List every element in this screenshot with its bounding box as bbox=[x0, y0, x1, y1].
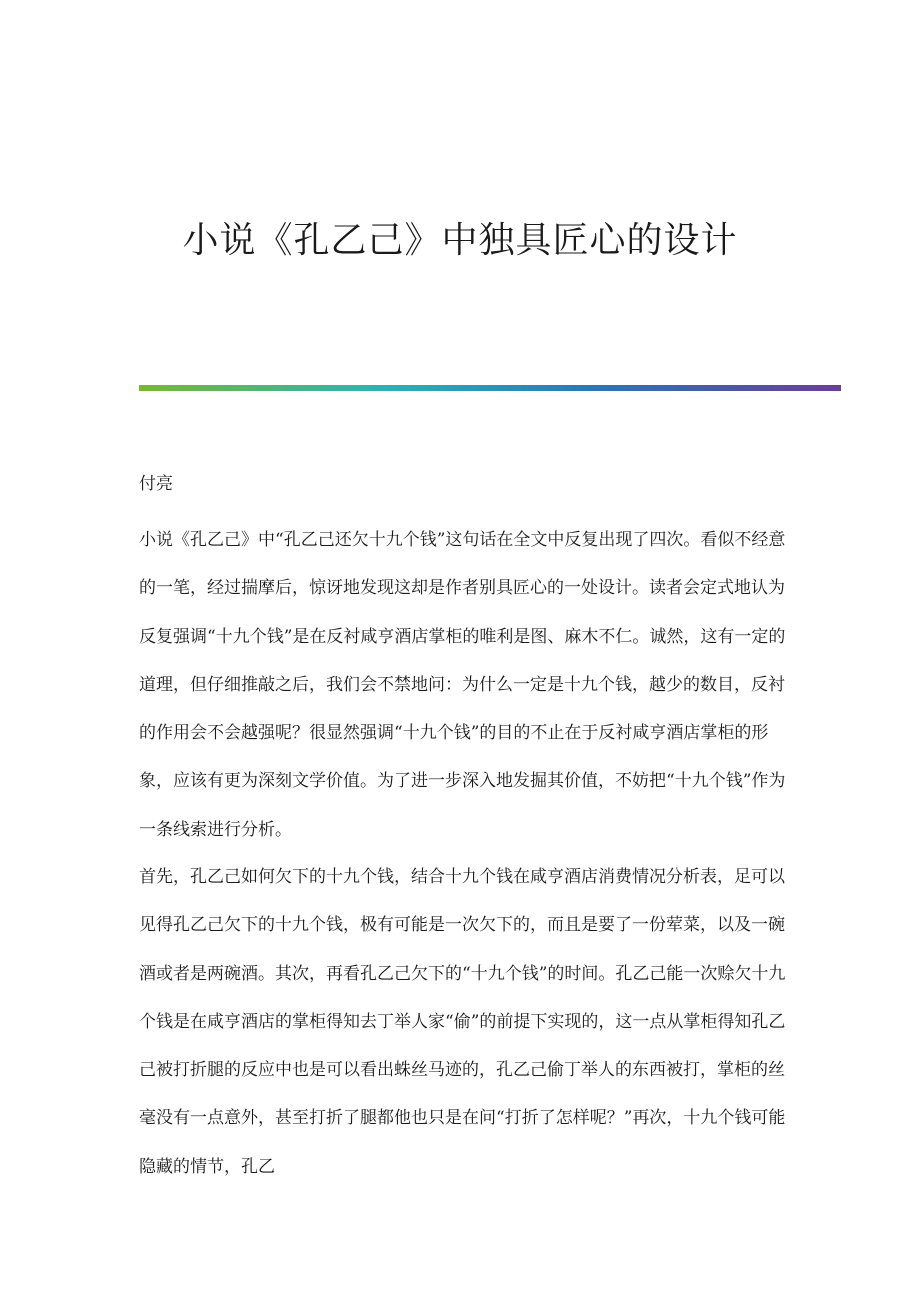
paragraph-1: 小说《孔乙己》中“孔乙己还欠十九个钱”这句话在全文中反复出现了四次。看似不经意的一笔，经过揣摩后，惊讶地发现这却是作者别具匠心的一处设计。读者会定式地认为反复强调“十九个钱”是在反衬咸亨酒店掌柜的唯利是图、麻木不仁。诚然，这有一定的道理，但仔细推敲之后，我们会不禁地问：为什么一定是十九个钱，越少的数目，反衬的作用会不会越强呢？很显然强调“十九个钱”的目的不止在于反衬咸亨酒店掌柜的形象，应该有更为深刻文学价值。为了进一步深入地发掘其价值，不妨把“十九个钱”作为一条线索进行分析。 bbox=[139, 530, 786, 840]
author-name: 付亮 bbox=[139, 474, 173, 494]
title-divider bbox=[139, 385, 841, 391]
document-title: 小说《孔乙己》中独具匠心的设计 bbox=[182, 220, 738, 261]
paragraph-2: 首先，孔乙己如何欠下的十九个钱，结合十九个钱在咸亨酒店消费情况分析表，足可以见得孔乙己欠下的十九个钱，极有可能是一次欠下的，而且是要了一份荤菜，以及一碗酒或者是两碗酒。其次，再看孔乙己欠下的“十九个钱”的时间。孔乙己能一次赊欠十九个钱是在咸亨酒店的掌柜得知去丁举人家“偷”的前提下实现的，这一点从掌柜得知孔乙己被打折腿的反应中也是可以看出蛛丝马迹的，孔乙己偷丁举人的东西被打，掌柜的丝毫没有一点意外，甚至打折了腿都他也只是在问“打折了怎样呢？”再次，十九个钱可能隐藏的情节，孔乙 bbox=[139, 867, 786, 1177]
